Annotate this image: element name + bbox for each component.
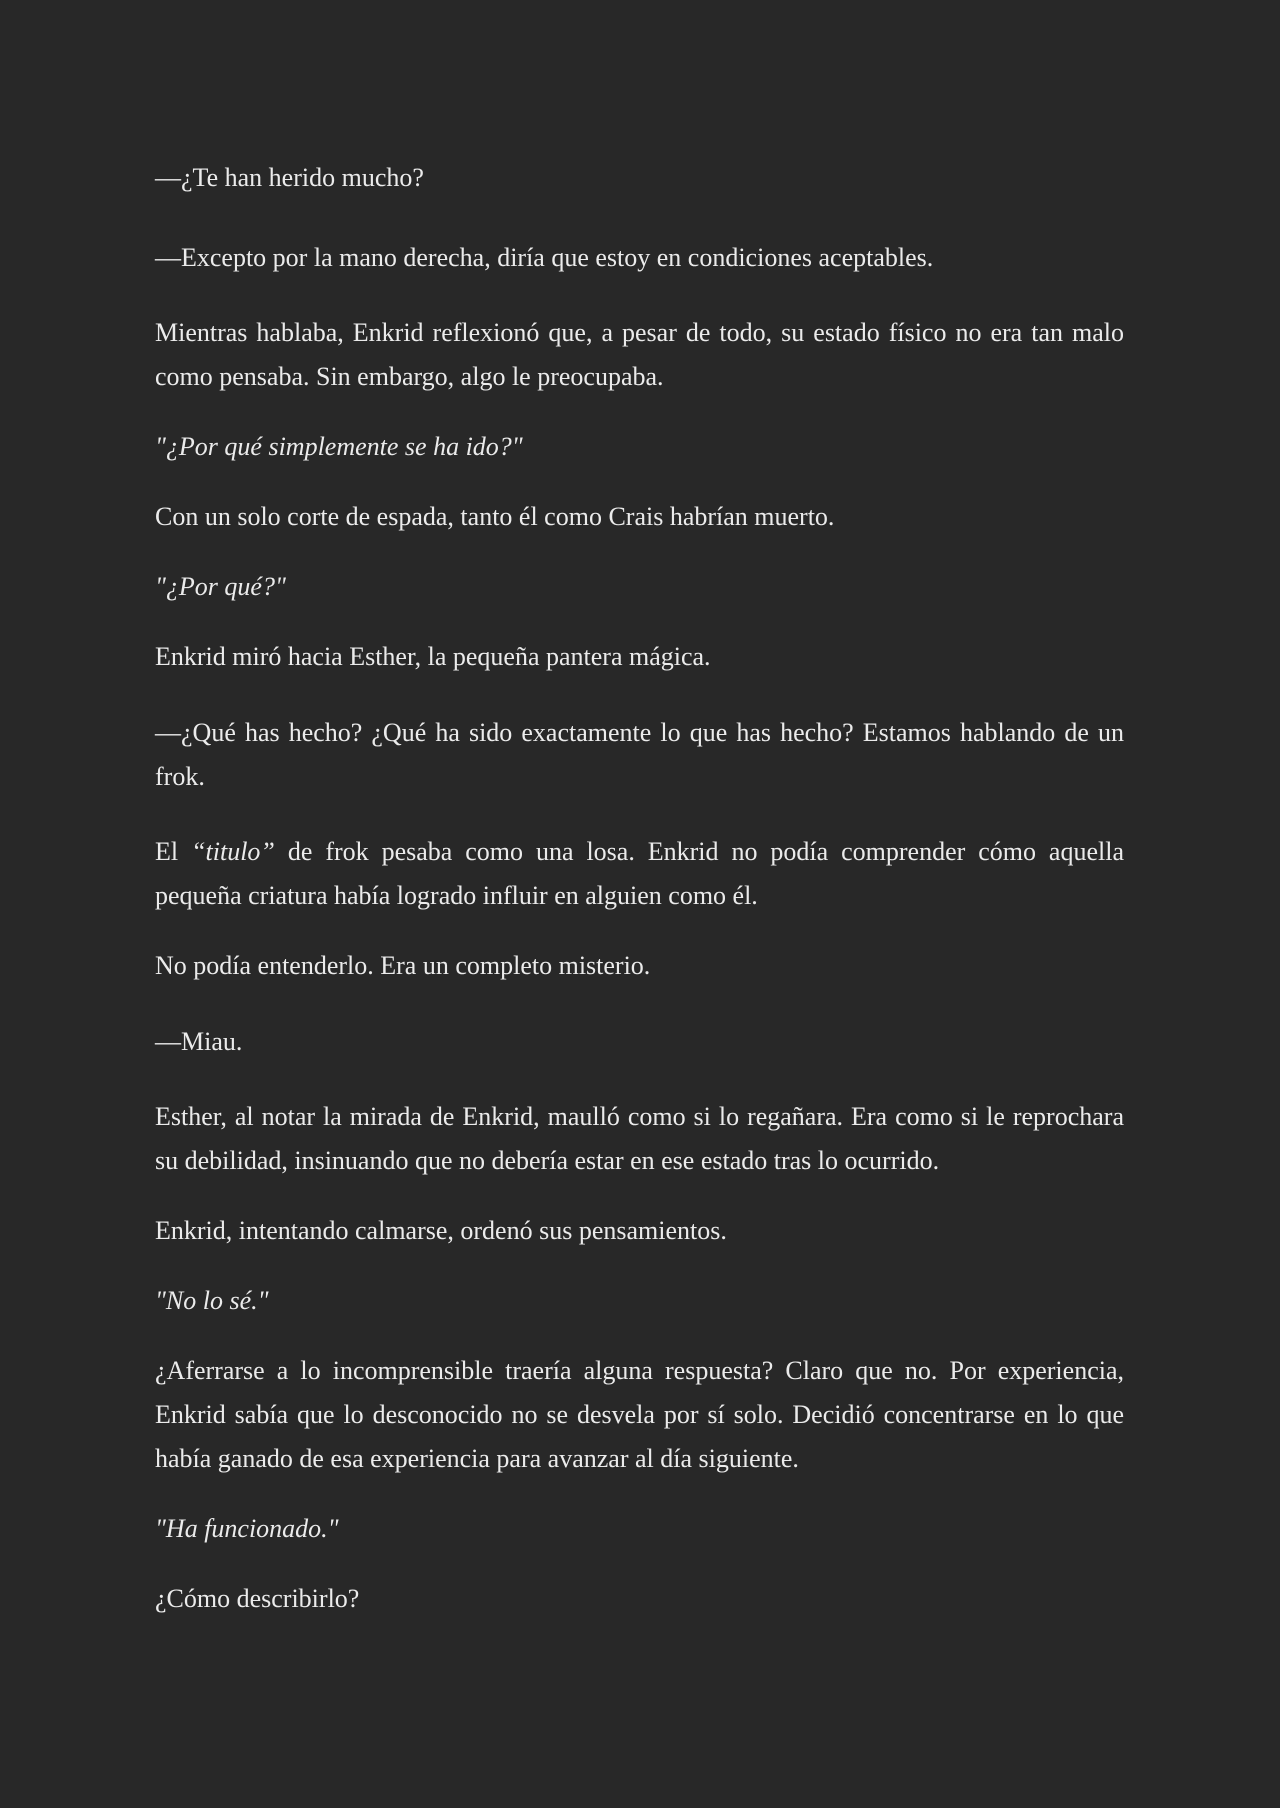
thought-line: "Ha funcionado." [155, 1514, 339, 1543]
narration-paragraph: Con un solo corte de espada, tanto él como Crais habrían muerto. [155, 502, 835, 531]
narration-paragraph: No podía entenderlo. Era un completo misterio. [155, 951, 651, 980]
dialogue-line: —Miau. [155, 1027, 243, 1056]
italic-title: “titulo” [191, 837, 275, 866]
narration-paragraph: Esther, al notar la mirada de Enkrid, maulló como si lo regañara. Era como si le reprochara su debilidad, insinuando que no debería estar en ese estado tras lo ocurrido. [155, 1102, 1124, 1175]
narration-paragraph [155, 830, 1124, 918]
thought-line: "No lo sé." [155, 1286, 269, 1315]
dialogue-line: —¿Qué has hecho? ¿Qué ha sido exactamente lo que has hecho? Estamos hablando de un frok. [155, 718, 1124, 791]
narration-text: El [155, 837, 192, 866]
narration-text: de frok pesaba como una losa. Enkrid no podía comprender cómo aquella pequeña criatura había logrado influir en alguien como él. [155, 837, 1124, 910]
narration-paragraph: Enkrid, intentando calmarse, ordenó sus pensamientos. [155, 1216, 727, 1245]
dialogue-line: —Excepto por la mano derecha, diría que estoy en condiciones aceptables. [155, 243, 934, 272]
thought-line: "¿Por qué simplemente se ha ido?" [155, 432, 523, 461]
narration-paragraph: ¿Cómo describirlo? [155, 1584, 360, 1613]
dialogue-line: —¿Te han herido mucho? [155, 163, 424, 192]
narration-paragraph: Enkrid miró hacia Esther, la pequeña pantera mágica. [155, 642, 711, 671]
thought-line: "¿Por qué?" [155, 572, 286, 601]
narration-paragraph: Mientras hablaba, Enkrid reflexionó que, a pesar de todo, su estado físico no era tan malo como pensaba. Sin embargo, algo le preocupaba. [155, 318, 1124, 391]
narration-paragraph: ¿Aferrarse a lo incomprensible traería alguna respuesta? Claro que no. Por experiencia, Enkrid sabía que lo desconocido no se desvela por sí solo. Decidió concentrarse en lo que había ganado de esa experiencia para avanzar al día siguiente. [155, 1356, 1124, 1473]
